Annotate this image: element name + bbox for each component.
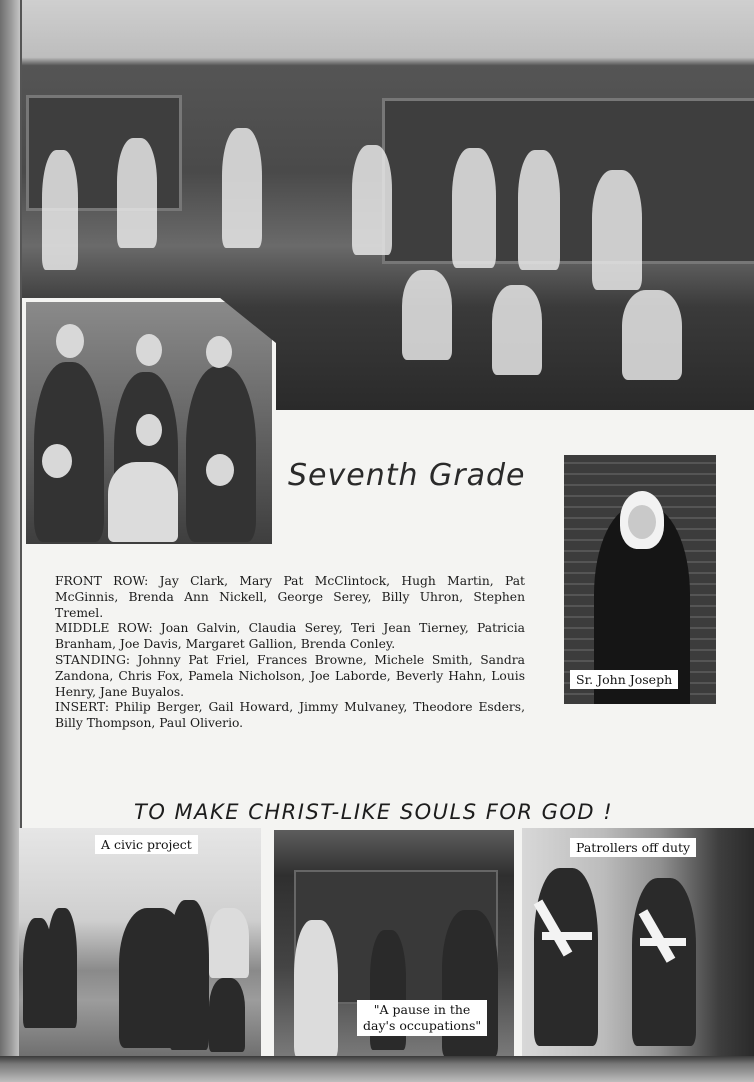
class-roster (55, 574, 525, 732)
patrollers-photo (522, 828, 754, 1058)
civic-caption: A civic project (95, 835, 198, 854)
motto-heading: TO MAKE CHRIST-LIKE SOULS FOR GOD ! (134, 800, 614, 824)
page-title: Seventh Grade (288, 458, 526, 493)
pause-caption (357, 1000, 487, 1036)
pause-caption-line1: "A pause in the (373, 1002, 471, 1017)
roster-standing: STANDING: Johnny Pat Friel, Frances Browne, Michele Smith, Sandra Zandona, Chris Fox, Pamela Nicholson, Joe Laborde, Beverly Hahn, Louis Henry, Jane Buyalos. (55, 652, 525, 699)
chalkboard-right (382, 98, 754, 264)
roster-front-row: FRONT ROW: Jay Clark, Mary Pat McClintock, Hugh Martin, Pat McGinnis, Brenda Ann Nickell, George Serey, Billy Uhron, Stephen Tremel. (55, 574, 525, 620)
insert-photo (22, 298, 276, 548)
civic-project-photo (19, 828, 261, 1058)
page-bottom-edge (0, 1056, 754, 1082)
teacher-caption: Sr. John Joseph (570, 670, 678, 689)
pause-caption-line2: day's occupations" (363, 1018, 482, 1033)
roster-middle-row: MIDDLE ROW: Joan Galvin, Claudia Serey, Teri Jean Tierney, Patricia Branham, Joe Davis, Margaret Gallion, Brenda Conley. (55, 621, 525, 652)
roster-insert: INSERT: Philip Berger, Gail Howard, Jimmy Mulvaney, Theodore Esders, Billy Thompson, Paul Oliverio. (55, 700, 525, 731)
teacher-photo (564, 455, 716, 704)
patrol-caption: Patrollers off duty (570, 838, 696, 857)
